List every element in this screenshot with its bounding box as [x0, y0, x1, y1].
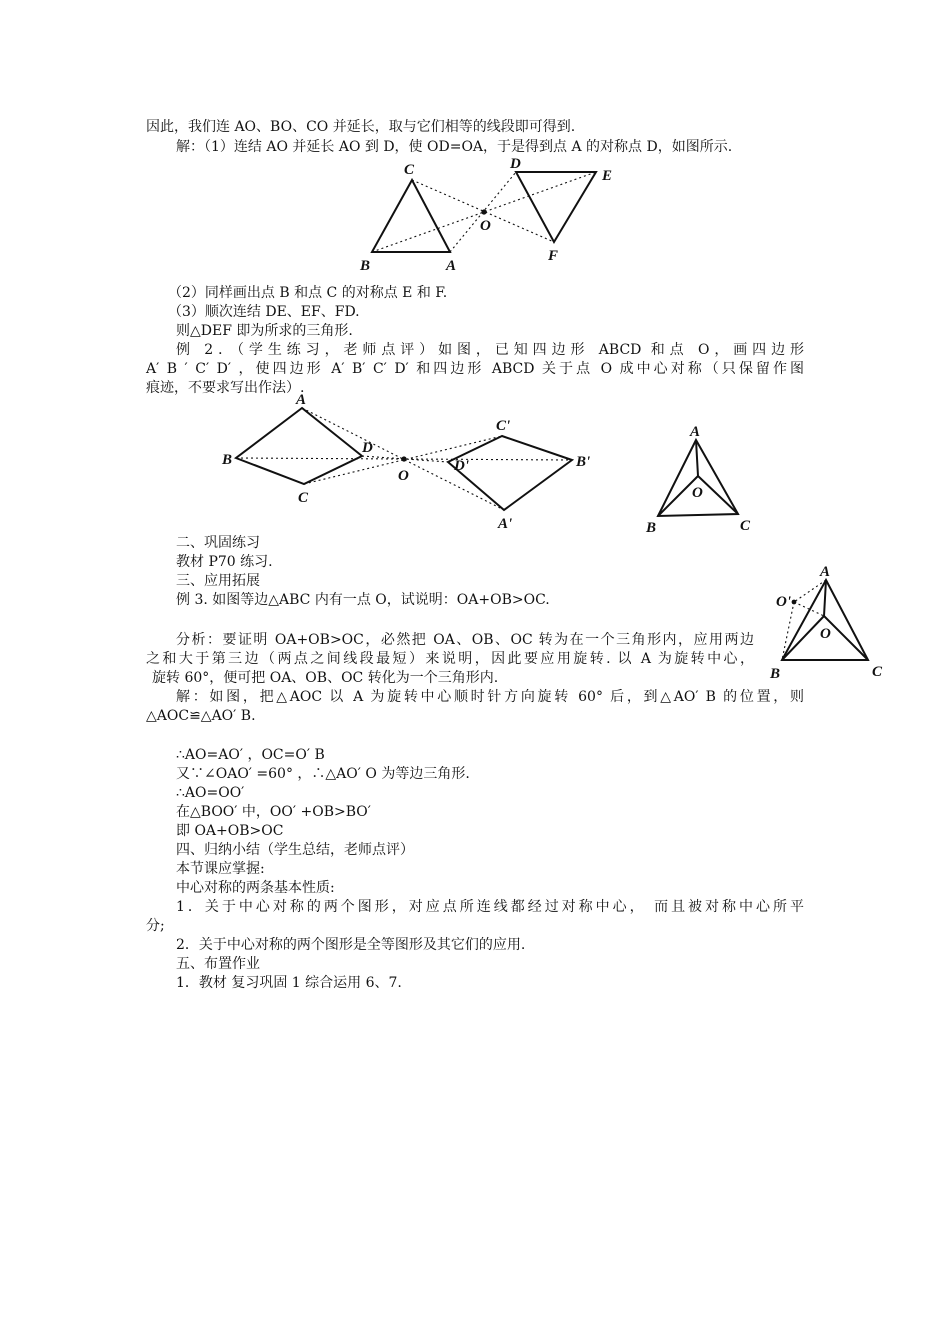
fig2-label-a-prime: A' — [498, 516, 513, 532]
fig3-label-a: A — [690, 424, 701, 440]
text-line-28: 2．关于中心对称的两个图形是全等图形及其它们的应用. — [176, 937, 526, 953]
fig1-label-c: C — [404, 162, 415, 178]
text-line-21: 在△BOO′ 中，OO′ +OB>BO′ — [176, 804, 371, 820]
fig4-label-o: O — [820, 626, 831, 642]
text-line-5: 则△DEF 即为所求的三角形. — [176, 323, 353, 339]
fig3-label-b: B — [646, 520, 657, 536]
fig2-label-o: O — [398, 468, 409, 484]
fig4-label-a: A — [820, 564, 831, 580]
fig2-label-b: B — [222, 452, 233, 468]
fig1-center-point — [481, 209, 486, 214]
fig4-o-prime-point — [792, 600, 797, 605]
text-line-6: 例 2．（学生练习，老师点评）如图，已知四边形 ABCD 和点 O，画四边形 — [176, 342, 804, 358]
fig2-label-c-prime: C' — [496, 418, 511, 434]
text-line-30: 1．教材 复习巩固 1 综合运用 6、7. — [176, 975, 402, 991]
fig3-label-o: O — [692, 485, 703, 501]
text-line-23: 四、归纳小结（学生总结，老师点评） — [176, 842, 414, 858]
text-line-9: 二、巩固练习 — [176, 535, 260, 551]
text-line-19: 又∵∠OAO′ =60° ，∴△AO′ O 为等边三角形. — [176, 766, 470, 782]
text-line-29: 五、布置作业 — [176, 956, 260, 972]
text-line-10: 教材 P70 练习. — [176, 554, 273, 570]
text-line-16: 解：如图，把△AOC 以 A 为旋转中心顺时针方向旋转 60° 后，到△AO′ B 的位置，则 — [176, 689, 804, 705]
text-line-26: 1．关于中心对称的两个图形，对应点所连线都经过对称中心， 而且被对称中心所平 — [176, 899, 804, 915]
fig2-label-d: D — [362, 440, 373, 456]
fig4-label-c: C — [872, 664, 883, 680]
fig1-label-a: A — [446, 258, 457, 274]
fig4-solid-lines — [782, 580, 868, 660]
fig2-label-a: A — [296, 392, 307, 408]
text-line-20: ∴AO=OO′ — [176, 785, 245, 801]
text-line-4: （3）顺次连结 DE、EF、FD. — [168, 304, 360, 320]
text-line-18: ∴AO=AO′ ，OC=O′ B — [176, 747, 325, 763]
text-line-2: 解：（1）连结 AO 并延长 AO 到 D，使 OD=OA，于是得到点 A 的对称点 D，如图所示. — [176, 139, 733, 155]
fig3-lines — [658, 440, 738, 516]
text-line-1: 因此，我们连 AO、BO、CO 并延长，取与它们相等的线段即可得到. — [146, 119, 576, 135]
text-line-17: △AOC≌△AO′ B. — [146, 708, 256, 724]
text-line-15: 旋转 60°，便可把 OA、OB、OC 转化为一个三角形内. — [152, 670, 499, 686]
fig1-label-e: E — [602, 168, 613, 184]
fig2-label-b-prime: B' — [576, 454, 591, 470]
text-line-11: 三、应用拓展 — [176, 573, 260, 589]
fig4-label-b: B — [770, 666, 781, 682]
text-line-12: 例 3. 如图等边△ABC 内有一点 O，试说明：OA+OB>OC. — [176, 592, 550, 608]
fig1-label-d: D — [510, 156, 521, 172]
text-line-22: 即 OA+OB>OC — [176, 823, 284, 839]
fig2-label-c: C — [298, 490, 309, 506]
text-line-7: A′ B ′ C′ D′ ，使四边形 A′ B′ C′ D′ 和四边形 ABCD 关于点 O 成中心对称（只保留作图 — [146, 361, 804, 377]
fig3-label-c: C — [740, 518, 751, 534]
text-line-27: 分; — [146, 918, 165, 934]
text-line-24: 本节课应掌握: — [176, 861, 265, 877]
text-line-13: 分析：要证明 OA+OB>OC，必然把 OA、OB、OC 转为在一个三角形内，应用两边 — [176, 632, 754, 648]
fig1-label-o: O — [480, 218, 491, 234]
text-line-3: （2）同样画出点 B 和点 C 的对称点 E 和 F. — [168, 285, 448, 301]
fig2-label-d-prime: D' — [454, 458, 469, 474]
fig4-label-o-prime: O' — [776, 594, 791, 610]
text-line-25: 中心对称的两条基本性质: — [176, 880, 335, 896]
fig1-label-f: F — [548, 248, 559, 264]
text-line-14: 之和大于第三边（两点之间线段最短）来说明，因此要应用旋转. 以 A 为旋转中心， — [146, 651, 754, 667]
fig1-label-b: B — [360, 258, 371, 274]
fig2-center-point — [401, 456, 406, 461]
text-line-8: 痕迹，不要求写出作法）. — [146, 380, 305, 396]
